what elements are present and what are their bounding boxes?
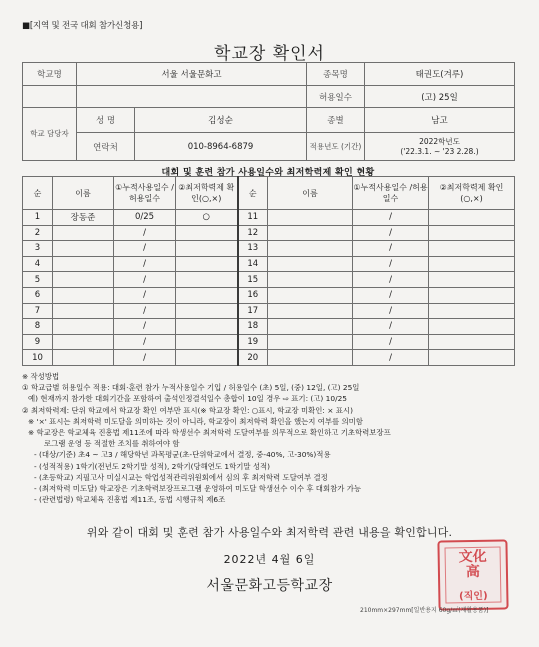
row-name-right xyxy=(268,334,353,350)
row-cum-days-right: / xyxy=(353,241,429,257)
row-name-right xyxy=(268,272,353,288)
note-5: - (대상/기준) 초4 ~ 고3 / 해당학년 과목평균(초-단위학교에서 결정, 중-40%, 고-30%)적용 xyxy=(34,450,331,460)
contact-value: 010-8964-6879 xyxy=(135,133,307,161)
note-4a: ※ 학교장은 학교체육 진흥법 제11조에 따라 학생선수 최저학력 도달여부를 의무적으로 확인하고 기초학력보장프 xyxy=(28,428,391,438)
row-cum-days: / xyxy=(114,256,176,272)
participation-table xyxy=(22,176,515,366)
row-no-right: 19 xyxy=(238,334,268,350)
row-min-academic xyxy=(176,350,238,366)
table-row xyxy=(23,334,515,350)
row-no-right: 12 xyxy=(238,225,268,241)
row-min-academic-right xyxy=(429,287,515,303)
table-row xyxy=(23,272,515,288)
stamp-seal-label: (직인) xyxy=(459,590,488,603)
row-cum-days: / xyxy=(114,225,176,241)
row-min-academic xyxy=(176,256,238,272)
row-no-right: 14 xyxy=(238,256,268,272)
row-name-right xyxy=(268,225,353,241)
table-row xyxy=(23,256,515,272)
school-value: 서울 서울문화고 xyxy=(77,63,307,86)
school-label: 학교명 xyxy=(23,63,77,86)
period-value: ('22.3.1. ~ '23 2.28.) xyxy=(400,146,479,156)
school-value-spacer xyxy=(77,86,307,108)
row-name-right xyxy=(268,241,353,257)
event-value: 태권도(겨루) xyxy=(365,63,515,86)
row-name xyxy=(53,287,114,303)
row-min-academic-right xyxy=(429,210,515,226)
row-cum-days: / xyxy=(114,287,176,303)
header-cum-days-right: ①누적사용일수 /허용일수 xyxy=(353,177,429,210)
table-row xyxy=(23,241,515,257)
paper-spec-footer: 210mm×297mm[일반용지 60g/㎡(재활용품)] xyxy=(360,607,489,614)
row-cum-days-right: / xyxy=(353,256,429,272)
row-no: 10 xyxy=(23,350,53,366)
form-category-tag: ■[지역 및 전국 대회 참가신청용] xyxy=(22,21,143,31)
row-cum-days-right: / xyxy=(353,225,429,241)
note-2: ② 최저학력제: 단위 학교에서 학교장 확인 여부만 표시(※ 학교장 확인: ○표시, 학교장 미확인: × 표시) xyxy=(22,405,353,415)
row-name-right xyxy=(268,303,353,319)
row-cum-days: / xyxy=(114,241,176,257)
row-min-academic: ○ xyxy=(176,210,238,226)
row-min-academic-right xyxy=(429,241,515,257)
row-no: 3 xyxy=(23,241,53,257)
row-cum-days: / xyxy=(114,334,176,350)
header-no-right: 순 xyxy=(238,177,268,210)
row-no: 9 xyxy=(23,334,53,350)
header-no: 순 xyxy=(23,177,53,210)
row-name-right xyxy=(268,210,353,226)
row-name-right xyxy=(268,319,353,335)
row-no-right: 18 xyxy=(238,319,268,335)
row-min-academic xyxy=(176,319,238,335)
note-7: - (초등학교) 지필고사 미실시교는 학업성적관리위원회에서 심의 후 최저학력 도달여부 결정 xyxy=(34,472,328,482)
header-name: 이름 xyxy=(53,177,114,210)
row-no: 7 xyxy=(23,303,53,319)
contact-label: 연락처 xyxy=(77,133,135,161)
row-no-right: 20 xyxy=(238,350,268,366)
row-name xyxy=(53,241,114,257)
row-min-academic xyxy=(176,287,238,303)
note-6: - (성적적용) 1학기(전년도 2학기말 성적), 2학기(당해연도 1학기말 성적) xyxy=(34,461,271,471)
table-row xyxy=(23,210,515,226)
row-name xyxy=(53,303,114,319)
header-min-academic: ②최저학력제 확인(○,×) xyxy=(176,177,238,210)
table-row xyxy=(23,225,515,241)
row-min-academic-right xyxy=(429,334,515,350)
row-cum-days-right: / xyxy=(353,350,429,366)
instructions xyxy=(22,371,518,505)
row-cum-days: / xyxy=(114,319,176,335)
row-name xyxy=(53,225,114,241)
row-no-right: 13 xyxy=(238,241,268,257)
year-label: 적용년도 (기간) xyxy=(307,133,365,161)
row-min-academic-right xyxy=(429,319,515,335)
row-cum-days: / xyxy=(114,303,176,319)
section-subtitle: 대회 및 훈련 참가 사용일수와 최저학력제 확인 현황 xyxy=(161,168,375,178)
name-label: 성 명 xyxy=(77,108,135,133)
school-label-spacer xyxy=(23,86,77,108)
note-1a: ① 학교급별 허용일수 적용: 대회·훈련 참가 누적사용일수 기입 / 허용일수 (초) 5일, (중) 12일, (고) 25일 xyxy=(22,383,360,393)
table-row xyxy=(23,350,515,366)
year-value: 2022학년도 xyxy=(419,136,460,146)
table-row xyxy=(23,303,515,319)
row-no: 5 xyxy=(23,272,53,288)
principal-signature: 서울문화고등학교장 xyxy=(206,578,333,594)
row-min-academic-right xyxy=(429,225,515,241)
row-cum-days-right: / xyxy=(353,319,429,335)
row-min-academic xyxy=(176,303,238,319)
allowed-days-label: 허용일수 xyxy=(307,86,365,108)
row-min-academic-right xyxy=(429,303,515,319)
name-value: 김성순 xyxy=(135,108,307,133)
row-min-academic xyxy=(176,334,238,350)
note-9: - (관련법령) 학교체육 진흥법 제11조, 동법 시행규칙 제6조 xyxy=(34,495,226,505)
row-no: 2 xyxy=(23,225,53,241)
row-name-right xyxy=(268,256,353,272)
row-min-academic xyxy=(176,241,238,257)
table-row xyxy=(23,319,515,335)
school-info-table xyxy=(22,62,515,161)
row-no: 8 xyxy=(23,319,53,335)
row-cum-days-right: / xyxy=(353,334,429,350)
table-header-row xyxy=(23,177,515,210)
row-no: 4 xyxy=(23,256,53,272)
note-3: ※ '×' 표시는 최저학력 미도달을 의미하는 것이 아니라, 학교장이 최저학력 확인을 했는지 여부를 의미함 xyxy=(28,416,363,426)
row-name-right xyxy=(268,350,353,366)
header-name-right: 이름 xyxy=(268,177,353,210)
row-name: 장동준 xyxy=(53,210,114,226)
gender-value: 남고 xyxy=(365,108,515,133)
row-no-right: 15 xyxy=(238,272,268,288)
row-name-right xyxy=(268,287,353,303)
year-cell xyxy=(365,133,515,161)
row-no-right: 17 xyxy=(238,303,268,319)
row-min-academic-right xyxy=(429,350,515,366)
stamp-lettering: 文化 高 xyxy=(458,548,487,581)
row-no-right: 16 xyxy=(238,287,268,303)
row-min-academic xyxy=(176,272,238,288)
row-name xyxy=(53,350,114,366)
header-min-academic-right: ②최저학력제 확인(○,×) xyxy=(429,177,515,210)
note-8: - (최저학력 미도달) 학교장은 기초학력보장프로그램 운영하여 미도달 학생선수 이수 후 대회참가 가능 xyxy=(34,484,361,494)
notes-heading: ※ 작성방법 xyxy=(22,372,60,381)
confirmation-statement: 위와 같이 대회 및 훈련 참가 사용일수와 최저학력 관련 내용을 확인합니다. xyxy=(86,526,453,539)
row-cum-days-right: / xyxy=(353,287,429,303)
row-cum-days: 0/25 xyxy=(114,210,176,226)
row-min-academic-right xyxy=(429,256,515,272)
event-label: 종목명 xyxy=(307,63,365,86)
row-name xyxy=(53,319,114,335)
official-seal-stamp xyxy=(437,539,508,610)
row-name xyxy=(53,272,114,288)
signature-date: 2022년 4월 6일 xyxy=(223,553,316,566)
document-title: 학교장 확인서 xyxy=(214,44,325,64)
table-row xyxy=(23,287,515,303)
row-cum-days: / xyxy=(114,272,176,288)
note-1b: 예) 현재까지 참가한 대회기간을 포함하여 출석인정결석일수 총합이 10일 경우 ⇨ 표기: (고) 10/25 xyxy=(28,394,347,404)
row-min-academic xyxy=(176,225,238,241)
gender-label: 종별 xyxy=(307,108,365,133)
row-cum-days-right: / xyxy=(353,210,429,226)
allowed-days-value: (고) 25일 xyxy=(365,86,515,108)
row-no-right: 11 xyxy=(238,210,268,226)
row-no: 1 xyxy=(23,210,53,226)
row-cum-days-right: / xyxy=(353,303,429,319)
row-name xyxy=(53,334,114,350)
row-name xyxy=(53,256,114,272)
note-4b: 로그램 운영 등 적절한 조치를 취하여야 함 xyxy=(44,439,180,449)
row-no: 6 xyxy=(23,287,53,303)
manager-label: 학교 담당자 xyxy=(23,108,77,161)
header-cum-days: ①누적사용일수 /허용일수 xyxy=(114,177,176,210)
row-min-academic-right xyxy=(429,272,515,288)
row-cum-days: / xyxy=(114,350,176,366)
row-cum-days-right: / xyxy=(353,272,429,288)
